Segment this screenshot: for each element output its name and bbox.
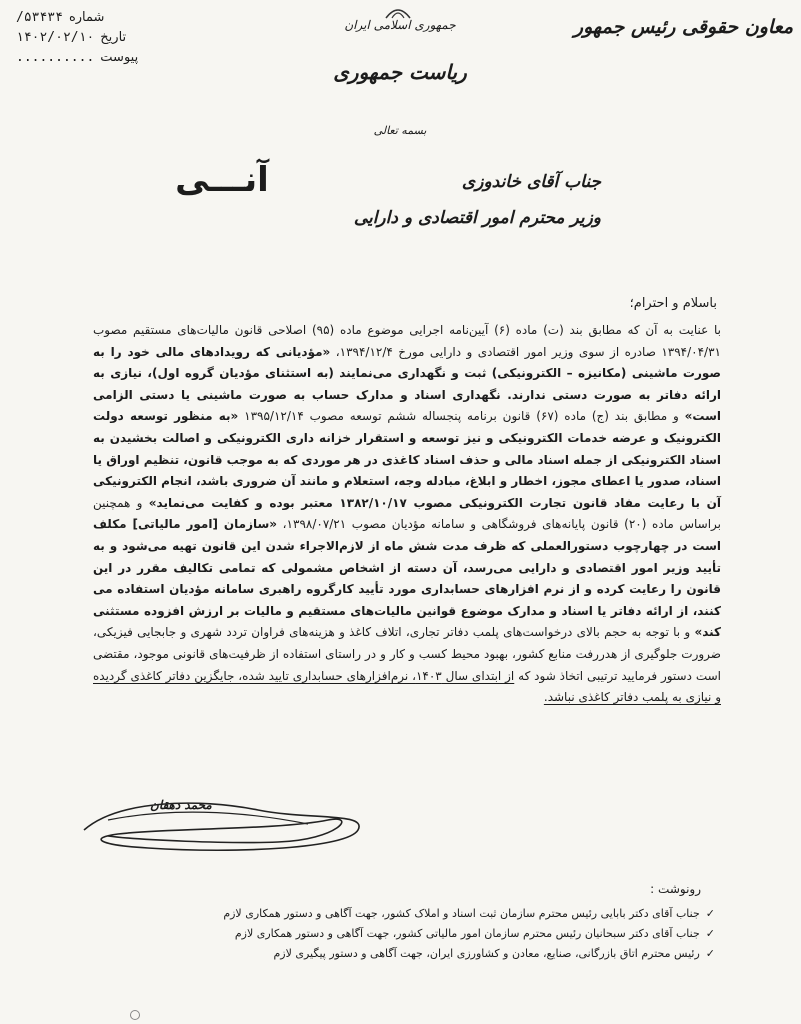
- letter-meta: [16, 8, 186, 68]
- letter-body: [93, 320, 721, 709]
- letter-attachment-label: پیوست: [100, 50, 139, 65]
- letter-number-label: شماره: [68, 10, 105, 25]
- page-mark: [130, 1010, 140, 1020]
- cc-item: [105, 944, 715, 964]
- letter-attachment-value: ..........: [16, 50, 95, 65]
- letter-date-label: تاریخ: [100, 30, 127, 45]
- body-request: از ابتدای سال ۱۴۰۳، نرم‌افزارهای حسابداری تایید شده، جایگزین دفاتر کاغذی گردیده و نیازی به پلمب دفاتر کاغذی نباشد.: [93, 668, 721, 705]
- body-text-part: و مطابق بند (ج) ماده (۶۷) قانون برنامه پنجساله ششم توسعه مصوب ۱۳۹۵/۱۲/۱۴: [238, 409, 685, 424]
- check-icon: ✓: [705, 947, 715, 960]
- urgent-stamp: آنـــی: [175, 160, 269, 200]
- check-icon: ✓: [705, 907, 715, 920]
- cc-title: رونوشت :: [650, 882, 701, 896]
- presidency-title: ریاست جمهوری: [333, 60, 467, 84]
- cc-item: [105, 904, 715, 924]
- body-quote-development-plan: «به منظور توسعه دولت الکترونیک و عرضه خدمات الکترونیکی و نیز توسعه و استقرار خزانه داری الکترونیکی و اصالت بخشیدن به اسناد الکترونیکی از جمله اسناد مالی و حذف اسناد کاغذی در هر موردی که به موجب قانون، تنظیم اوراق یا اسناد، صدور یا اعطای مجوز، اخطار و ابلاغ، مبادله وجه، استعلام و مانند آن ضروری باشد، انجام الکترونیکی آن با رعایت مفاد قانون تجارت الکترونیکی مصوب ۱۳۸۲/۱۰/۱۷ معتبر بوده و کفایت می‌نماید»: [93, 409, 722, 510]
- letter-number-row: [16, 8, 186, 28]
- letter-attachment-row: [16, 48, 186, 68]
- letter-number-value: ۵۳۴۳۴/: [16, 10, 63, 25]
- bismillah: بسمه تعالی: [373, 124, 427, 137]
- cc-list: [105, 904, 715, 964]
- cc-item: [105, 924, 715, 944]
- handwritten-signature: [78, 790, 378, 860]
- deputy-title: معاون حقوقی رئیس جمهور: [573, 16, 793, 38]
- greeting: باسلام و احترام؛: [629, 296, 717, 311]
- cc-item-text: جناب آقای دکتر بابایی رئیس محترم سازمان ثبت اسناد و املاک کشور، جهت آگاهی و دستور همکاری لازم: [223, 907, 700, 920]
- body-text-part: و همچنین براساس ماده (۲۰) قانون پایانه‌های فروشگاهی و سامانه مؤدیان مصوب ۱۳۹۸/۰۷/۲۱،: [93, 495, 721, 532]
- cc-item-text: رئیس محترم اتاق بازرگانی، صنایع، معادن و کشاورزی ایران، جهت آگاهی و دستور پیگیری لازم: [273, 947, 700, 960]
- body-quote-tax-law: «مؤدیانی که رویدادهای مالی خود را به صورت ماشینی (مکانیزه – الکترونیکی) ثبت و نگهداری می‌نمایند (به استثنای مؤدیان گروه اول)، نیازی به ارائه دفاتر به صورت دستی ندارند. نگهداری اسناد و مدارک حساب به صورت ماشینی یا دستی الزامی است»: [93, 344, 721, 424]
- addressee-position: وزیر محترم امور اقتصادی و دارایی: [353, 208, 601, 228]
- body-text-part: و با توجه به حجم بالای درخواست‌های پلمب دفاتر تجاری، اتلاف کاغذ و هزینه‌های فراوان تردد شهری و جابجایی فیزیکی، ضرورت جلوگیری از هدررفت منابع کشور، بهبود محیط کسب و کار و در راستای استفاده از ظرفیت‌های قانونی موجود، مقتضی است دستور فرمایید ترتیبی اتخاذ شود که: [93, 625, 721, 683]
- body-text-part: با عنایت به آن که مطابق بند (ت) ماده (۶) آیین‌نامه اجرایی موضوع ماده (۹۵) اصلاحی قانون مالیات‌های مستقیم مصوب ۱۳۹۴/۰۴/۳۱ صادره از سوی وزیر امور اقتصادی و دارایی مورخ ۱۳۹۴/۱۲/۴،: [93, 323, 722, 359]
- republic-caption: جمهوری اسلامی ایران: [344, 18, 456, 32]
- letter-date-row: [16, 28, 186, 48]
- addressee-name: جناب آقای خاندوزی: [461, 172, 601, 192]
- letter-date-value: ۱۴۰۲/۰۲/۱۰: [16, 30, 95, 45]
- body-quote-terminals-law: «سازمان [امور مالیاتی] مکلف است در چهارچوب دستورالعملی که ظرف مدت شش ماه از لازم‌الاجراء شدن این قانون تهیه می‌شود و به تأیید وزیر امور اقتصادی و دارایی می‌رسد، آن دسته از اشخاص مشمولی که تمامی تکالیف مقرر در این قانون را رعایت کرده و از نرم افزارهای حسابداری مورد تأیید کارگروه راهبری سامانه مؤدیان استفاده می کنند، از ارائه دفاتر یا اسناد و مدارک موضوع قوانین مالیات‌های مستقیم و مالیات بر ارزش افزوده مستثنی کند»: [93, 517, 721, 640]
- cc-item-text: جناب آقای دکتر سبحانیان رئیس محترم سازمان امور مالیاتی کشور، جهت آگاهی و دستور همکاری لازم: [234, 927, 700, 940]
- addressee: [354, 164, 601, 236]
- check-icon: ✓: [705, 927, 715, 940]
- signer-name: محمد دهقان: [150, 798, 212, 812]
